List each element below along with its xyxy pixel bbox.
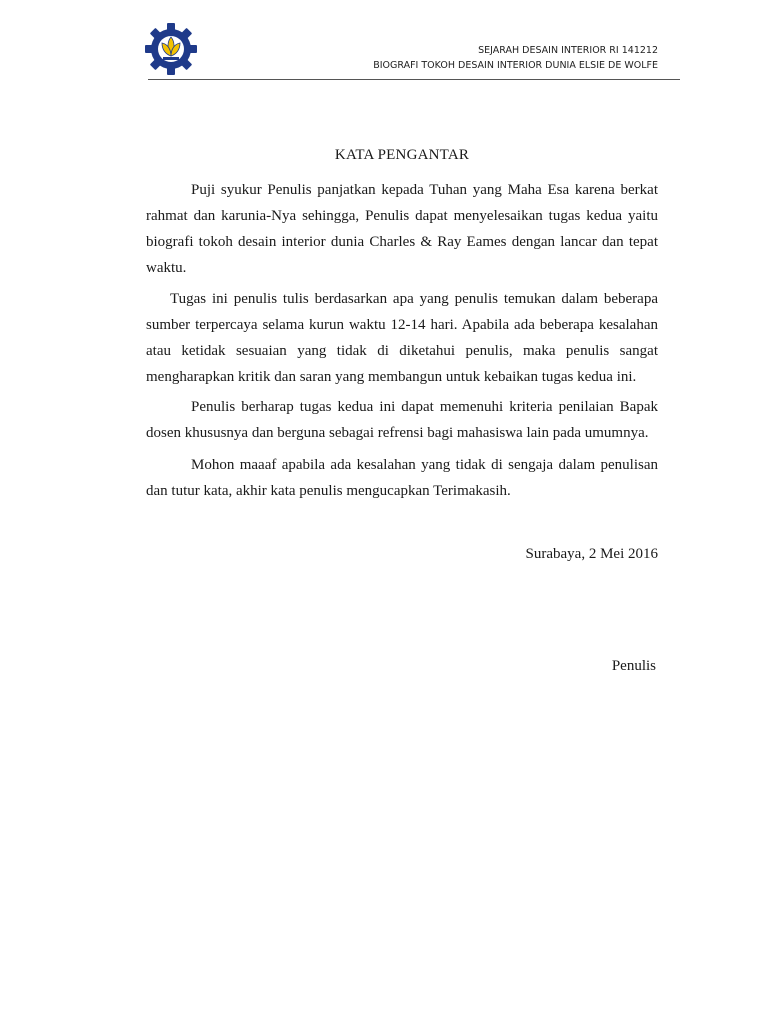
running-header xyxy=(373,43,658,73)
paragraph-1: Puji syukur Penulis panjatkan kepada Tuhan yang Maha Esa karena berkat rahmat dan karunia-Nya sehingga, Penulis dapat menyelesaikan tugas kedua yaitu biografi tokoh desain interior dunia Charles & Ray Eames dengan lancar dan tepat waktu. xyxy=(146,182,658,276)
author-signature: Penulis xyxy=(611,658,656,674)
paragraph-3: Penulis berharap tugas kedua ini dapat memenuhi kriteria penilaian Bapak dosen khususnya dan berguna sebagai refrensi bagi mahasiswa lain pada umumnya. xyxy=(146,399,658,441)
header-course-line: SEJARAH DESAIN INTERIOR RI 141212 xyxy=(478,45,658,56)
paragraph-4: Mohon maaaf apabila ada kesalahan yang tidak di sengaja dalam penulisan dan tutur kata, akhir kata penulis mengucapkan Terimakasih. xyxy=(146,457,658,499)
page-title: KATA PENGANTAR xyxy=(334,147,470,163)
place-date: Surabaya, 2 Mei 2016 xyxy=(525,546,658,562)
header-divider xyxy=(148,79,680,80)
gear-lotus-logo-icon xyxy=(144,22,198,76)
header-subject-line: BIOGRAFI TOKOH DESAIN INTERIOR DUNIA ELSIE DE WOLFE xyxy=(373,60,658,71)
paragraph-2: Tugas ini penulis tulis berdasarkan apa yang penulis temukan dalam beberapa sumber terpercaya selama kurun waktu 12-14 hari. Apabila ada beberapa kesalahan atau ketidak sesuaian yang tidak di diketahui penulis, maka penulis sangat mengharapkan kritik dan saran yang membangun untuk kebaikan tugas kedua ini. xyxy=(146,291,658,385)
